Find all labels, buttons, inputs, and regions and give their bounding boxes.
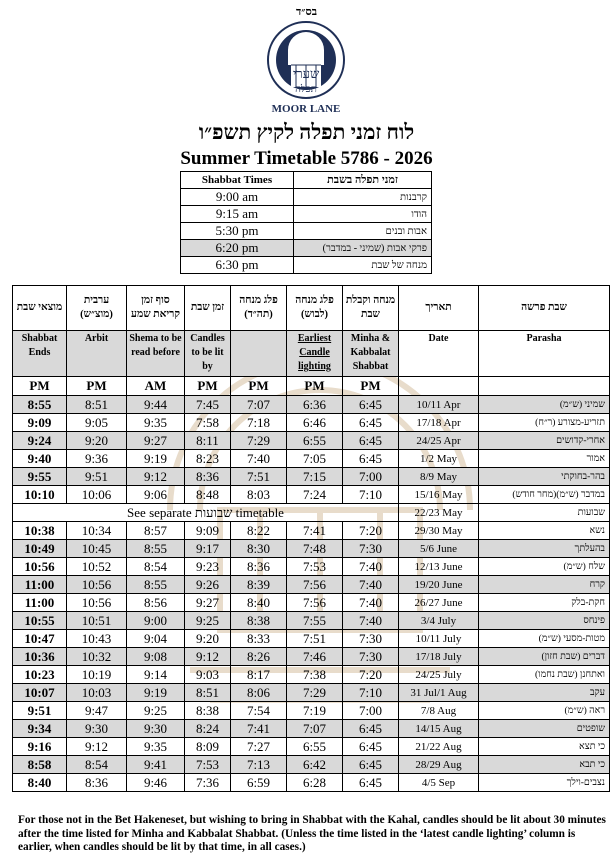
plag1-cell: 8:17 <box>231 666 287 684</box>
plag1-cell: 8:03 <box>231 486 287 504</box>
svg-text:תפלה: תפלה <box>295 84 317 95</box>
minha-cell: 7:10 <box>343 486 399 504</box>
plag2-cell: 7:15 <box>287 468 343 486</box>
date-cell: 19/20 June <box>399 576 479 594</box>
shabbat-time: 6:30 pm <box>181 257 294 274</box>
unit-cell: PM <box>287 377 343 396</box>
shema-cell: 9:19 <box>127 450 185 468</box>
plag2-cell: 7:05 <box>287 450 343 468</box>
plag1-cell: 7:29 <box>231 432 287 450</box>
plag2-cell: 7:55 <box>287 612 343 630</box>
table-row <box>13 540 610 558</box>
date-cell: 15/16 May <box>399 486 479 504</box>
column-header-he: תאריך <box>399 286 479 331</box>
candles-cell: 8:36 <box>185 468 231 486</box>
arbit-cell: 10:51 <box>67 612 127 630</box>
ends-cell: 9:24 <box>13 432 67 450</box>
ends-cell: 10:07 <box>13 684 67 702</box>
column-header-he: פלג מנחה (לבוש) <box>287 286 343 331</box>
date-cell: 14/15 Aug <box>399 720 479 738</box>
table-row <box>13 414 610 432</box>
units-row <box>13 377 610 396</box>
minha-cell: 6:45 <box>343 432 399 450</box>
shabbat-header-en: Shabbat Times <box>181 172 294 189</box>
shabbat-times-table <box>180 171 432 274</box>
shema-cell: 9:08 <box>127 648 185 666</box>
ends-cell: 11:00 <box>13 576 67 594</box>
table-row <box>13 648 610 666</box>
column-header-he: שבת פרשה <box>479 286 610 331</box>
candles-cell: 7:36 <box>185 774 231 792</box>
minha-cell: 6:45 <box>343 414 399 432</box>
parasha-cell: נשא <box>479 522 610 540</box>
summer-timetable <box>12 285 610 792</box>
arbit-cell: 10:03 <box>67 684 127 702</box>
shabbat-name: אבות ובנים <box>294 223 432 240</box>
plag2-cell: 6:46 <box>287 414 343 432</box>
table-row <box>13 774 610 792</box>
shema-cell: 9:04 <box>127 630 185 648</box>
table-row <box>13 594 610 612</box>
ends-cell: 10:36 <box>13 648 67 666</box>
plag1-cell: 8:26 <box>231 648 287 666</box>
table-row <box>13 738 610 756</box>
date-cell: 1/2 May <box>399 450 479 468</box>
parasha-cell: דברים (שבת חזון) <box>479 648 610 666</box>
date-cell: 10/11 Apr <box>399 396 479 414</box>
table-row <box>13 432 610 450</box>
table-row <box>13 630 610 648</box>
plag1-cell: 6:59 <box>231 774 287 792</box>
shema-cell: 9:25 <box>127 702 185 720</box>
arbit-cell: 8:36 <box>67 774 127 792</box>
plag1-cell: 8:30 <box>231 540 287 558</box>
candles-cell: 8:09 <box>185 738 231 756</box>
shema-cell: 8:56 <box>127 594 185 612</box>
shema-cell: 9:00 <box>127 612 185 630</box>
unit-cell: PM <box>13 377 67 396</box>
ends-cell: 9:16 <box>13 738 67 756</box>
date-cell: 17/18 Apr <box>399 414 479 432</box>
candles-cell: 9:09 <box>185 522 231 540</box>
header-row-hebrew <box>13 286 610 331</box>
candles-cell: 7:53 <box>185 756 231 774</box>
date-cell: 21/22 Aug <box>399 738 479 756</box>
minha-cell: 7:10 <box>343 684 399 702</box>
arbit-cell: 9:47 <box>67 702 127 720</box>
plag2-cell: 7:53 <box>287 558 343 576</box>
minha-cell: 7:30 <box>343 648 399 666</box>
date-cell: 7/8 Aug <box>399 702 479 720</box>
parasha-cell: אמור <box>479 450 610 468</box>
candles-cell: 8:11 <box>185 432 231 450</box>
arbit-cell: 10:56 <box>67 576 127 594</box>
candles-cell: 8:23 <box>185 450 231 468</box>
minha-cell: 6:45 <box>343 756 399 774</box>
shabbat-row <box>181 206 432 223</box>
table-row <box>13 468 610 486</box>
table-row <box>13 720 610 738</box>
minha-cell: 7:20 <box>343 666 399 684</box>
arbit-cell: 9:30 <box>67 720 127 738</box>
separate-timetable-note: See separate שבועות timetable <box>13 504 399 522</box>
minha-cell: 7:20 <box>343 522 399 540</box>
shabbat-row <box>181 189 432 206</box>
minha-cell: 6:45 <box>343 396 399 414</box>
minha-cell: 7:30 <box>343 540 399 558</box>
parasha-cell: מטות-מסעי (ש״מ) <box>479 630 610 648</box>
table-row <box>13 396 610 414</box>
parasha-cell: כי תבא <box>479 756 610 774</box>
date-cell: 5/6 June <box>399 540 479 558</box>
title-english: Summer Timetable 5786 - 2026 <box>180 148 433 169</box>
plag2-cell: 7:51 <box>287 630 343 648</box>
plag1-cell: 7:27 <box>231 738 287 756</box>
table-row <box>13 612 610 630</box>
shabbat-row <box>181 257 432 274</box>
parasha-cell: נצבים-וילך <box>479 774 610 792</box>
candles-cell: 9:27 <box>185 594 231 612</box>
shema-cell: 9:35 <box>127 414 185 432</box>
arbit-cell: 9:05 <box>67 414 127 432</box>
column-header-en: Minha & Kabbalat Shabbat <box>343 331 399 377</box>
parasha-cell: חקת-בלק <box>479 594 610 612</box>
minha-cell: 6:45 <box>343 774 399 792</box>
shema-cell: 9:44 <box>127 396 185 414</box>
column-header-en: Date <box>399 331 479 377</box>
column-header-he: ערבית (מוצ״ש) <box>67 286 127 331</box>
column-header-en <box>231 331 287 377</box>
ends-cell: 10:49 <box>13 540 67 558</box>
parasha-cell: שמיני (ש״מ) <box>479 396 610 414</box>
logo-text: MOOR LANE <box>271 103 341 115</box>
shabbat-time: 9:00 am <box>181 189 294 206</box>
ends-cell: 10:23 <box>13 666 67 684</box>
ends-cell: 10:47 <box>13 630 67 648</box>
unit-cell: PM <box>343 377 399 396</box>
arbit-cell: 10:56 <box>67 594 127 612</box>
date-cell: 4/5 Sep <box>399 774 479 792</box>
parasha-cell: בהר-בחוקתי <box>479 468 610 486</box>
arbit-cell: 10:43 <box>67 630 127 648</box>
parasha-cell: שלח (ש״מ) <box>479 558 610 576</box>
table-row <box>13 450 610 468</box>
shema-cell: 8:55 <box>127 576 185 594</box>
shabbat-row <box>181 223 432 240</box>
plag2-cell: 6:55 <box>287 738 343 756</box>
arbit-cell: 10:06 <box>67 486 127 504</box>
parasha-cell: עקב <box>479 684 610 702</box>
ends-cell: 9:09 <box>13 414 67 432</box>
table-row <box>13 576 610 594</box>
shema-cell: 9:30 <box>127 720 185 738</box>
arbit-cell: 10:34 <box>67 522 127 540</box>
parasha-cell: אחרי-קדושים <box>479 432 610 450</box>
table-row <box>13 558 610 576</box>
ends-cell: 10:56 <box>13 558 67 576</box>
plag1-cell: 8:33 <box>231 630 287 648</box>
table-row <box>13 702 610 720</box>
date-cell: 12/13 June <box>399 558 479 576</box>
date-cell: 24/25 Apr <box>399 432 479 450</box>
plag2-cell: 6:36 <box>287 396 343 414</box>
arbit-cell: 8:54 <box>67 756 127 774</box>
plag2-cell: 7:41 <box>287 522 343 540</box>
arbit-cell: 9:20 <box>67 432 127 450</box>
unit-cell: PM <box>67 377 127 396</box>
unit-cell <box>479 377 610 396</box>
column-header-en: Candles to be lit by <box>185 331 231 377</box>
plag1-cell: 7:41 <box>231 720 287 738</box>
date-cell: 26/27 June <box>399 594 479 612</box>
candles-cell: 9:20 <box>185 630 231 648</box>
moor-lane-logo <box>258 20 354 118</box>
date-cell: 29/30 May <box>399 522 479 540</box>
shabbat-row <box>181 240 432 257</box>
minha-cell: 7:30 <box>343 630 399 648</box>
plag1-cell: 7:18 <box>231 414 287 432</box>
minha-cell: 7:40 <box>343 612 399 630</box>
minha-cell: 7:40 <box>343 558 399 576</box>
date-cell: 3/4 July <box>399 612 479 630</box>
candles-cell: 9:23 <box>185 558 231 576</box>
table-row <box>13 684 610 702</box>
bsd-mark: בס״ד <box>295 6 318 18</box>
shema-cell: 9:35 <box>127 738 185 756</box>
arbit-cell: 9:36 <box>67 450 127 468</box>
ends-cell: 10:10 <box>13 486 67 504</box>
shabbat-time: 6:20 pm <box>181 240 294 257</box>
candles-cell: 9:25 <box>185 612 231 630</box>
parasha-cell: במדבר (ש״מ)(מחר חודש) <box>479 486 610 504</box>
arbit-cell: 8:51 <box>67 396 127 414</box>
plag1-cell: 8:36 <box>231 558 287 576</box>
parasha-cell: כי תצא <box>479 738 610 756</box>
ends-cell: 10:55 <box>13 612 67 630</box>
arbit-cell: 9:51 <box>67 468 127 486</box>
table-row <box>13 756 610 774</box>
plag1-cell: 8:38 <box>231 612 287 630</box>
plag1-cell: 7:07 <box>231 396 287 414</box>
plag1-cell: 8:39 <box>231 576 287 594</box>
ends-cell: 9:55 <box>13 468 67 486</box>
minha-cell: 7:40 <box>343 576 399 594</box>
minha-cell: 6:45 <box>343 738 399 756</box>
column-header-he: מנחה וקבלת שבת <box>343 286 399 331</box>
plag2-cell: 7:24 <box>287 486 343 504</box>
shabbat-name: הודו <box>294 206 432 223</box>
plag2-cell: 7:38 <box>287 666 343 684</box>
plag2-cell: 7:56 <box>287 594 343 612</box>
candles-cell: 8:51 <box>185 684 231 702</box>
table-row <box>13 666 610 684</box>
shema-cell: 9:41 <box>127 756 185 774</box>
candles-cell: 8:48 <box>185 486 231 504</box>
candles-cell: 9:03 <box>185 666 231 684</box>
parasha-cell: פינחס <box>479 612 610 630</box>
plag1-cell: 7:51 <box>231 468 287 486</box>
column-header-en: Earliest Candle lighting <box>287 331 343 377</box>
plag2-cell: 7:48 <box>287 540 343 558</box>
ends-cell: 9:40 <box>13 450 67 468</box>
date-cell: 8/9 May <box>399 468 479 486</box>
plag1-cell: 7:13 <box>231 756 287 774</box>
plag2-cell: 7:07 <box>287 720 343 738</box>
candles-cell: 8:24 <box>185 720 231 738</box>
date-cell: 28/29 Aug <box>399 756 479 774</box>
shabbat-header-he: זמני תפלה בשבת <box>294 172 432 189</box>
shema-cell: 8:57 <box>127 522 185 540</box>
candles-cell: 9:26 <box>185 576 231 594</box>
footer-note: For those not in the Bet Hakeneset, but wishing to bring in Shabbat with the Kahal, candles should be lit about 30 minutes after the time listed for Minha and Kabbalat Shabbat. (Unless the time listed in the ‘latest candle lighting’ column is earlier, when candles should be lit by that time, in all cases.) <box>18 814 606 853</box>
shema-cell: 9:46 <box>127 774 185 792</box>
plag1-cell: 8:22 <box>231 522 287 540</box>
candles-cell: 8:38 <box>185 702 231 720</box>
candles-cell: 9:17 <box>185 540 231 558</box>
ends-cell: 8:58 <box>13 756 67 774</box>
column-header-he: זמן שבת <box>185 286 231 331</box>
shabbat-name: מנחה של שבת <box>294 257 432 274</box>
column-header-he: סוף זמן קריאת שמע <box>127 286 185 331</box>
arbit-cell: 9:12 <box>67 738 127 756</box>
shabbat-time: 9:15 am <box>181 206 294 223</box>
shabbat-name: קרבנות <box>294 189 432 206</box>
shema-cell: 9:27 <box>127 432 185 450</box>
plag2-cell: 7:46 <box>287 648 343 666</box>
parasha-cell: תזריע-מצורע (ר״ח) <box>479 414 610 432</box>
arbit-cell: 10:52 <box>67 558 127 576</box>
parasha-cell: קרח <box>479 576 610 594</box>
parasha-cell: ראה (ש״מ) <box>479 702 610 720</box>
ends-cell: 11:00 <box>13 594 67 612</box>
shema-cell: 9:12 <box>127 468 185 486</box>
header-row-english <box>13 331 610 377</box>
plag2-cell: 6:28 <box>287 774 343 792</box>
table-row <box>13 504 610 522</box>
title-hebrew: לוח זמני תפלה לקיץ תשפ״ו <box>198 120 415 144</box>
date-cell: 31 Jul/1 Aug <box>399 684 479 702</box>
minha-cell: 7:00 <box>343 702 399 720</box>
unit-cell: AM <box>127 377 185 396</box>
shema-cell: 9:19 <box>127 684 185 702</box>
minha-cell: 6:45 <box>343 720 399 738</box>
arbit-cell: 10:32 <box>67 648 127 666</box>
minha-cell: 7:40 <box>343 594 399 612</box>
ends-cell: 9:51 <box>13 702 67 720</box>
date-cell: 22/23 May <box>399 504 479 522</box>
column-header-en: Shema to be read before <box>127 331 185 377</box>
ends-cell: 9:34 <box>13 720 67 738</box>
minha-cell: 7:00 <box>343 468 399 486</box>
plag2-cell: 7:29 <box>287 684 343 702</box>
column-header-en: Shabbat Ends <box>13 331 67 377</box>
parasha-cell: בהעלתך <box>479 540 610 558</box>
ends-cell: 8:40 <box>13 774 67 792</box>
ends-cell: 10:38 <box>13 522 67 540</box>
parasha-cell: שופטים <box>479 720 610 738</box>
arbit-cell: 10:45 <box>67 540 127 558</box>
unit-cell: PM <box>185 377 231 396</box>
plag1-cell: 8:06 <box>231 684 287 702</box>
plag2-cell: 6:42 <box>287 756 343 774</box>
parasha-cell: ואתחנן (שבת נחמו) <box>479 666 610 684</box>
plag1-cell: 7:40 <box>231 450 287 468</box>
candles-cell: 7:45 <box>185 396 231 414</box>
date-cell: 24/25 July <box>399 666 479 684</box>
column-header-he: פלג מנחה (תה״ד) <box>231 286 287 331</box>
shema-cell: 8:54 <box>127 558 185 576</box>
table-row <box>13 486 610 504</box>
candles-cell: 7:58 <box>185 414 231 432</box>
plag1-cell: 7:54 <box>231 702 287 720</box>
minha-cell: 6:45 <box>343 450 399 468</box>
unit-cell <box>399 377 479 396</box>
arbit-cell: 10:19 <box>67 666 127 684</box>
parasha-cell: שבועות <box>479 504 610 522</box>
column-header-he: מוצאי שבת <box>13 286 67 331</box>
table-row <box>13 522 610 540</box>
plag2-cell: 6:55 <box>287 432 343 450</box>
plag2-cell: 7:19 <box>287 702 343 720</box>
date-cell: 17/18 July <box>399 648 479 666</box>
candles-cell: 9:12 <box>185 648 231 666</box>
ends-cell: 8:55 <box>13 396 67 414</box>
shabbat-name: פרקי אבות (שמיני - במדבר) <box>294 240 432 257</box>
shema-cell: 9:14 <box>127 666 185 684</box>
plag2-cell: 7:56 <box>287 576 343 594</box>
unit-cell: PM <box>231 377 287 396</box>
shema-cell: 8:55 <box>127 540 185 558</box>
svg-text:שערי: שערי <box>292 67 320 82</box>
shabbat-time: 5:30 pm <box>181 223 294 240</box>
date-cell: 10/11 July <box>399 630 479 648</box>
column-header-en: Parasha <box>479 331 610 377</box>
plag1-cell: 8:40 <box>231 594 287 612</box>
column-header-en: Arbit <box>67 331 127 377</box>
shema-cell: 9:06 <box>127 486 185 504</box>
